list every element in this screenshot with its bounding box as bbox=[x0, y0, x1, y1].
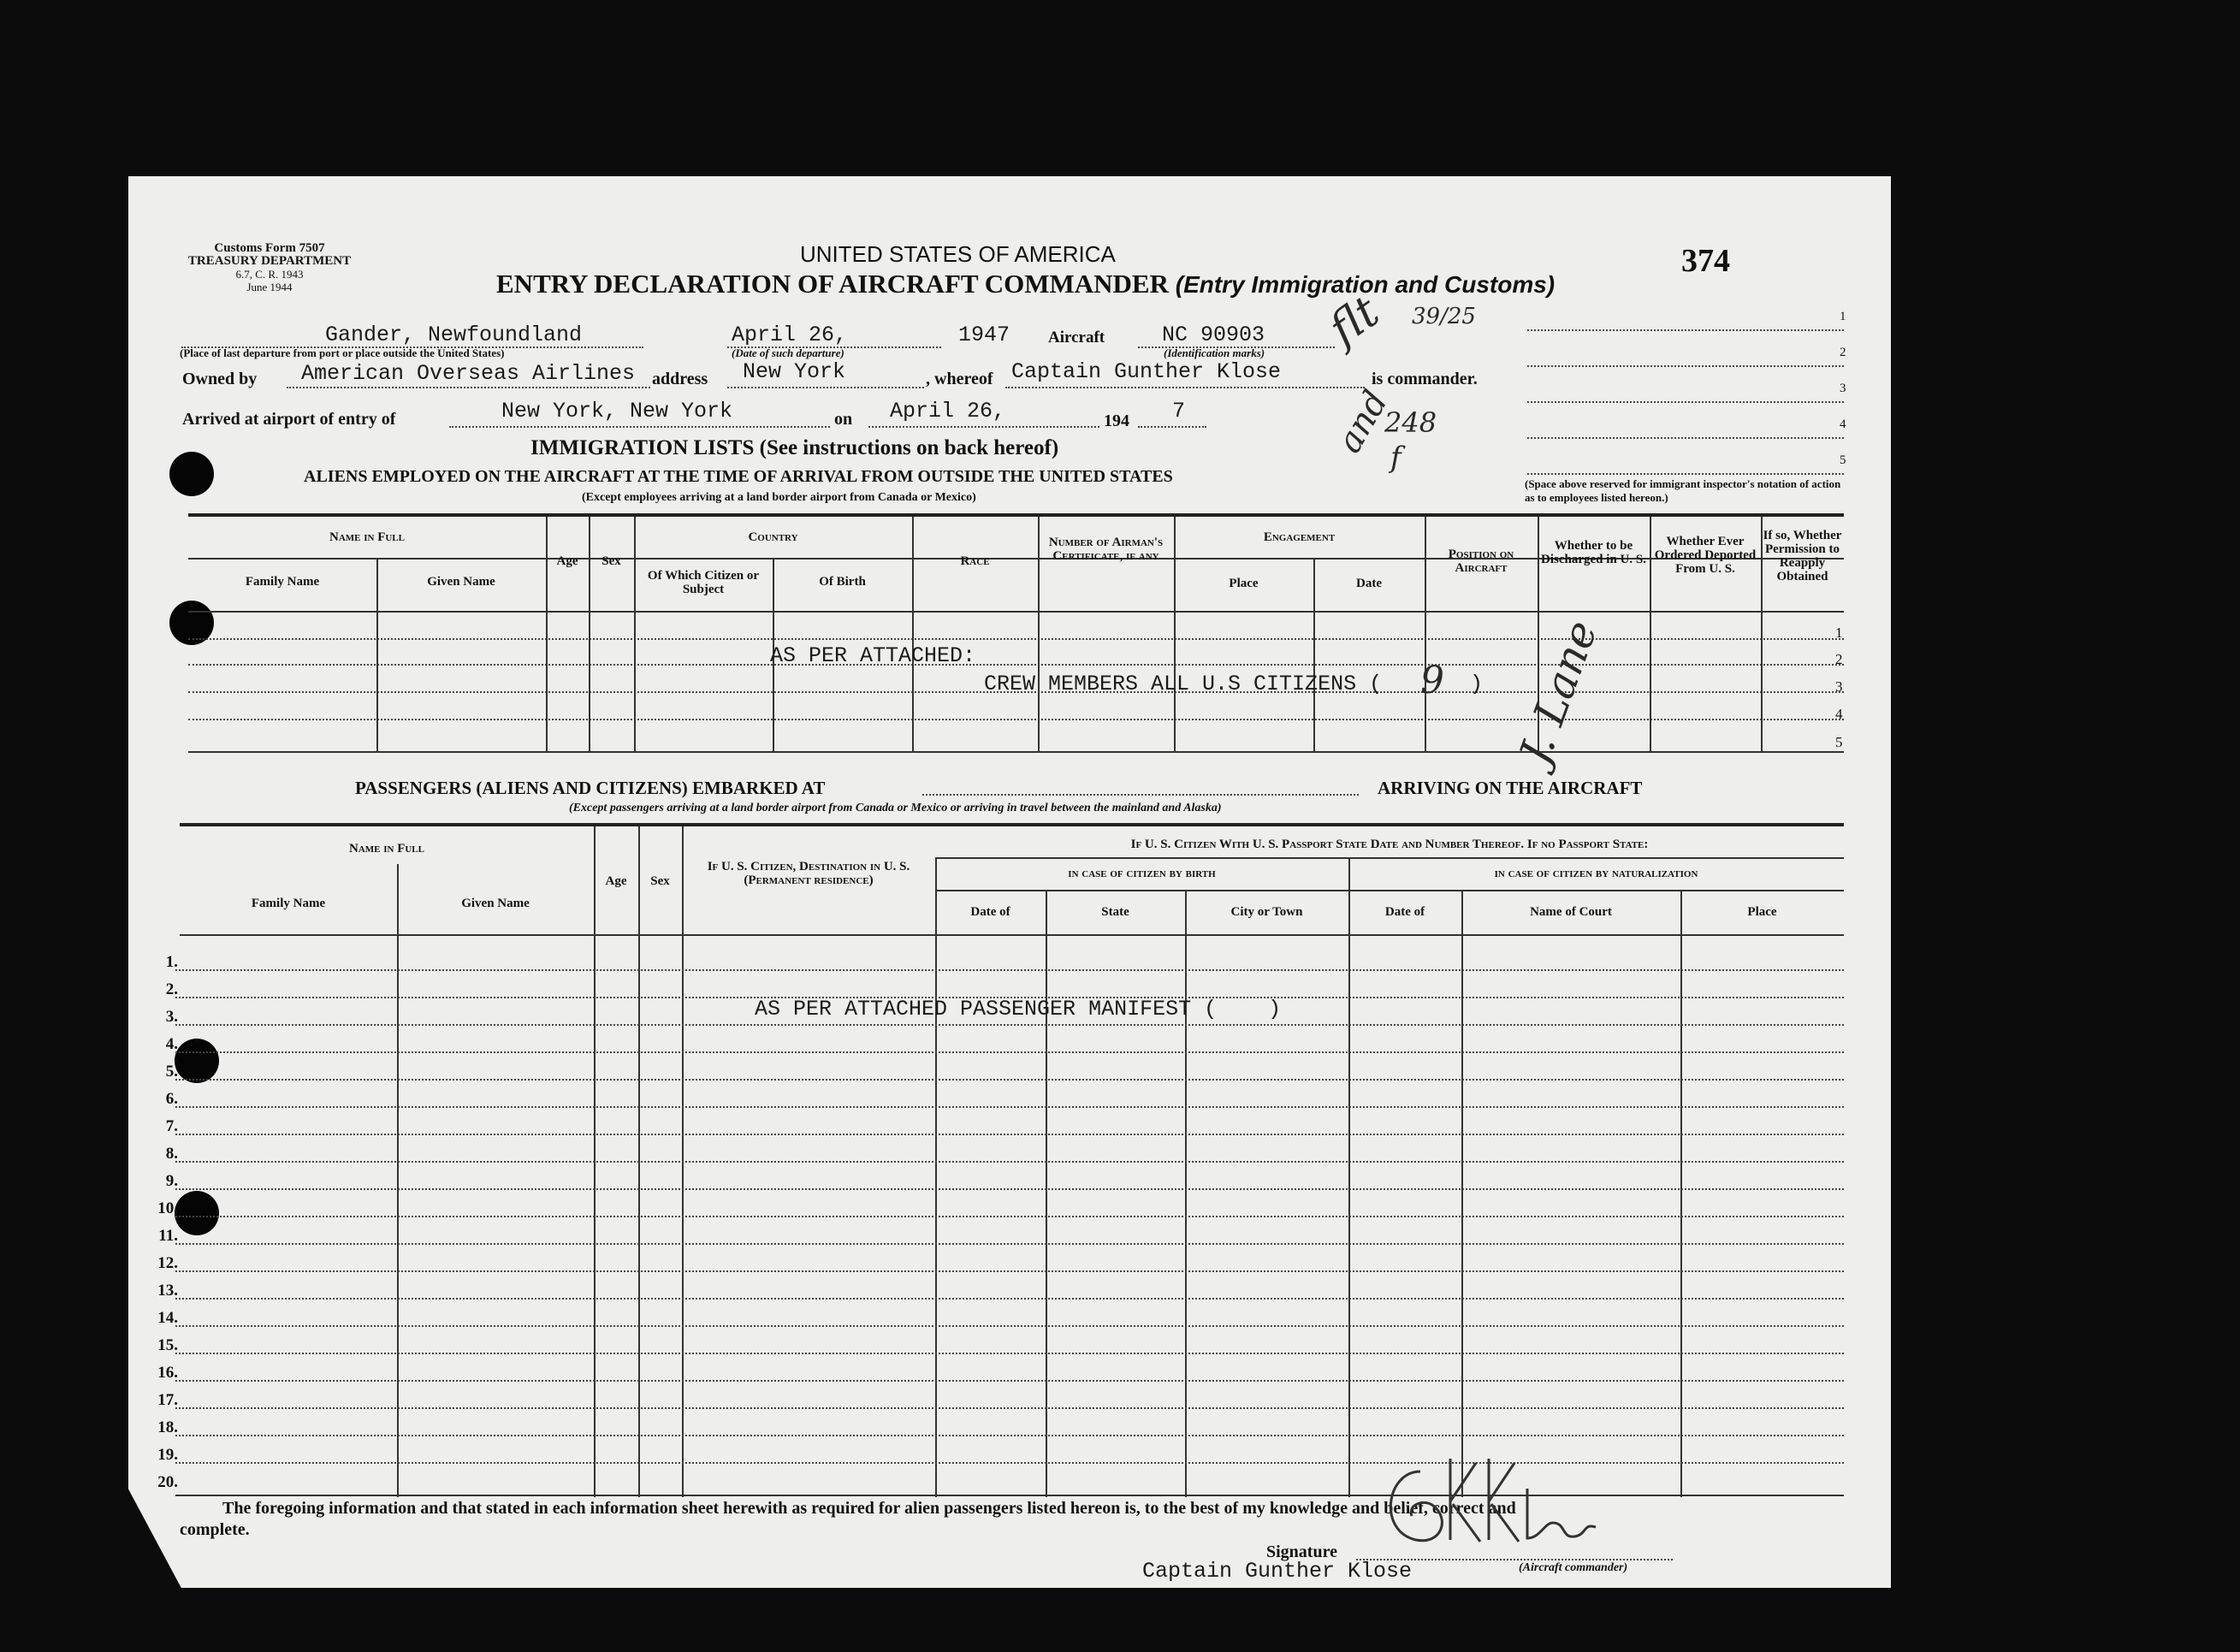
col-engagement-place: Place bbox=[1229, 577, 1259, 590]
crew-row-number: 5 bbox=[1835, 734, 1843, 750]
departure-place: Gander, Newfoundland bbox=[325, 323, 583, 347]
pcol-date-of-2: Date of bbox=[1384, 905, 1425, 919]
passenger-row-number: 5. bbox=[165, 1063, 178, 1081]
form-date: June 1944 bbox=[246, 281, 293, 293]
aircraft-caption: (Identification marks) bbox=[1164, 346, 1265, 359]
punch-hole bbox=[175, 1039, 219, 1083]
handwritten-flt-number: 39/25 bbox=[1412, 304, 1476, 329]
handwritten-and: and bbox=[1329, 383, 1396, 460]
handwritten-flt: flt bbox=[1319, 286, 1389, 356]
passenger-row-number: 12. bbox=[157, 1254, 178, 1272]
passengers-title-end: ARRIVING ON THE AIRCRAFT bbox=[1378, 778, 1643, 798]
passenger-typed-line: AS PER ATTACHED PASSENGER MANIFEST ( ) bbox=[755, 997, 1282, 1021]
passenger-row-number: 10. bbox=[157, 1199, 178, 1217]
form-title-paren: (Entry Immigration and Customs) bbox=[1175, 271, 1556, 298]
col-discharged: Whether to be Discharged in U. S. bbox=[1541, 539, 1646, 566]
passenger-row-number: 17. bbox=[157, 1391, 178, 1409]
reserved-line-number: 1 bbox=[1840, 310, 1846, 323]
reserved-caption: (Space above reserved for immigrant inspector's notation of action as to employees listed hereon.) bbox=[1525, 477, 1841, 504]
col-airman-cert: Number of Airman's Certificate, if any bbox=[1048, 536, 1164, 563]
reserved-line-number: 5 bbox=[1840, 453, 1846, 467]
departure-place-caption: (Place of last departure from port or place outside the United States) bbox=[180, 346, 505, 359]
crew-count: 9 bbox=[1420, 659, 1444, 702]
footer-statement-end: complete. bbox=[180, 1520, 250, 1539]
passenger-row-number: 7. bbox=[165, 1117, 178, 1135]
country-heading: UNITED STATES OF AMERICA bbox=[800, 241, 1116, 267]
pcol-destination: If U. S. Citizen, Destination in U. S. (Permanent residence) bbox=[707, 860, 910, 887]
punch-hole bbox=[169, 452, 214, 496]
commander-name: Captain Gunther Klose bbox=[1011, 359, 1282, 384]
passenger-row-number: 13. bbox=[157, 1282, 178, 1300]
pcol-by-birth: in case of citizen by birth bbox=[1068, 867, 1216, 880]
pcol-state: State bbox=[1101, 905, 1129, 919]
signature-label: Signature bbox=[1266, 1542, 1337, 1561]
col-name-in-full: Name in Full bbox=[329, 530, 405, 544]
col-deported: Whether Ever Ordered Deported From U. S. bbox=[1654, 535, 1757, 576]
reserved-line-number: 3 bbox=[1840, 382, 1846, 395]
commander-signature bbox=[1369, 1437, 1609, 1566]
departure-year: 1947 bbox=[958, 323, 1010, 347]
crew-typed-line-2: CREW MEMBERS ALL U.S CITIZENS ( bbox=[984, 672, 1383, 696]
form-title-main: ENTRY DECLARATION OF AIRCRAFT COMMANDER bbox=[496, 269, 1169, 299]
passenger-row-number: 19. bbox=[157, 1446, 178, 1464]
form-title bbox=[496, 269, 1555, 299]
col-given-name: Given Name bbox=[427, 575, 495, 589]
arrival-on-label: on bbox=[834, 410, 853, 429]
handwritten-sub: f bbox=[1390, 441, 1401, 475]
passenger-row-number: 9. bbox=[165, 1172, 178, 1190]
passengers-note: (Except passengers arriving at a land border airport from Canada or Mexico or arriving in travel between the mainland and Alaska) bbox=[569, 802, 1222, 814]
page-number: 374 bbox=[1681, 243, 1730, 279]
reserved-line-number: 2 bbox=[1840, 346, 1846, 359]
passenger-row-number: 20. bbox=[157, 1473, 178, 1491]
col-family-name: Family Name bbox=[245, 575, 320, 589]
form-number: Customs Form 7507 bbox=[214, 241, 325, 255]
regulation: 6.7, C. R. 1943 bbox=[235, 268, 304, 281]
punch-hole bbox=[175, 1191, 219, 1235]
passengers-title: PASSENGERS (ALIENS AND CITIZENS) EMBARKED AT bbox=[355, 778, 826, 798]
passenger-row-number: 2. bbox=[165, 980, 178, 998]
col-country: Country bbox=[748, 530, 798, 544]
owner-address: New York bbox=[743, 359, 846, 384]
crew-row-number: 3 bbox=[1835, 678, 1843, 695]
handwritten-margin-initials: J. Lane bbox=[1509, 613, 1608, 771]
arrival-date: April 26, bbox=[890, 399, 1006, 423]
col-citizen-of: Of Which Citizen or Subject bbox=[647, 569, 760, 596]
reserved-line-number: 4 bbox=[1840, 417, 1846, 431]
form-id-block bbox=[171, 242, 368, 293]
pcol-court: Name of Court bbox=[1530, 905, 1612, 919]
passenger-row-number: 3. bbox=[165, 1008, 178, 1026]
pcol-place: Place bbox=[1747, 905, 1777, 919]
col-birth: Of Birth bbox=[819, 575, 866, 589]
whereof-label: , whereof bbox=[926, 370, 993, 388]
col-engagement: Engagement bbox=[1263, 530, 1336, 544]
col-position: Position on Aircraft bbox=[1448, 548, 1514, 575]
arrival-airport: New York, New York bbox=[501, 399, 733, 423]
immigration-subtitle: ALIENS EMPLOYED ON THE AIRCRAFT AT THE TIME OF ARRIVAL FROM OUTSIDE THE UNITED STATES bbox=[304, 467, 1173, 486]
handwritten-number: 248 bbox=[1384, 406, 1437, 439]
address-label: address bbox=[652, 370, 708, 388]
commander-typed-name: Captain Gunther Klose bbox=[1142, 1559, 1413, 1584]
crew-row-number: 4 bbox=[1835, 706, 1843, 722]
departure-date-caption: (Date of such departure) bbox=[732, 346, 844, 359]
passenger-row-number: 14. bbox=[157, 1309, 178, 1327]
pcol-date-of: Date of bbox=[970, 905, 1010, 919]
aircraft-label: Aircraft bbox=[1048, 329, 1105, 346]
crew-row-number: 1 bbox=[1835, 625, 1843, 641]
crew-row-number: 2 bbox=[1835, 651, 1843, 667]
passenger-row-number: 16. bbox=[157, 1364, 178, 1382]
passenger-row-number: 6. bbox=[165, 1090, 178, 1108]
pcol-given-name: Given Name bbox=[461, 897, 530, 910]
arrival-year-suffix: 7 bbox=[1172, 399, 1186, 423]
pcol-city: City or Town bbox=[1230, 905, 1303, 919]
pcol-age: Age bbox=[605, 874, 627, 888]
pcol-by-naturalization: in case of citizen by naturalization bbox=[1494, 867, 1698, 880]
pcol-passport: If U. S. Citizen With U. S. Passport State Date and Number Thereof. If no Passport State: bbox=[1130, 838, 1649, 851]
crew-typed-close: ) bbox=[1470, 672, 1484, 696]
passenger-row-number: 8. bbox=[165, 1145, 178, 1163]
signature-caption: (Aircraft commander) bbox=[1519, 1561, 1628, 1574]
footer-statement: The foregoing information and that stated in each information sheet herewith as required for alien passengers listed hereon is, to the best of my knowledge and belief, correct and bbox=[222, 1499, 1516, 1518]
col-engagement-date: Date bbox=[1356, 577, 1382, 590]
crew-typed-line-1: AS PER ATTACHED: bbox=[770, 643, 976, 668]
col-race: Race bbox=[960, 554, 990, 568]
col-age: Age bbox=[556, 554, 578, 568]
passenger-row-number: 18. bbox=[157, 1418, 178, 1436]
owner-value: American Overseas Airlines bbox=[301, 361, 636, 386]
pcol-sex: Sex bbox=[650, 874, 670, 888]
owner-label: Owned by bbox=[182, 370, 258, 388]
arrival-label: Arrived at airport of entry of bbox=[182, 410, 396, 429]
departure-date: April 26, bbox=[732, 323, 848, 347]
pcol-name-in-full: Name in Full bbox=[348, 842, 424, 856]
passenger-row-number: 15. bbox=[157, 1336, 178, 1354]
passenger-row-number: 1. bbox=[165, 953, 178, 971]
immigration-note: (Except employees arriving at a land border airport from Canada or Mexico) bbox=[582, 491, 976, 504]
col-reapply: If so, Whether Permission to Reapply Obtained bbox=[1763, 529, 1842, 583]
passenger-row-number: 11. bbox=[158, 1227, 178, 1245]
arrival-year-prefix: 194 bbox=[1104, 412, 1129, 430]
pcol-family-name: Family Name bbox=[251, 897, 326, 910]
department: TREASURY DEPARTMENT bbox=[187, 254, 352, 268]
aircraft-id: NC 90903 bbox=[1162, 323, 1265, 347]
commander-suffix: is commander. bbox=[1372, 370, 1478, 388]
col-sex: Sex bbox=[601, 554, 621, 568]
passenger-row-number: 4. bbox=[165, 1035, 178, 1053]
immigration-title: IMMIGRATION LISTS (See instructions on back hereof) bbox=[530, 436, 1059, 459]
